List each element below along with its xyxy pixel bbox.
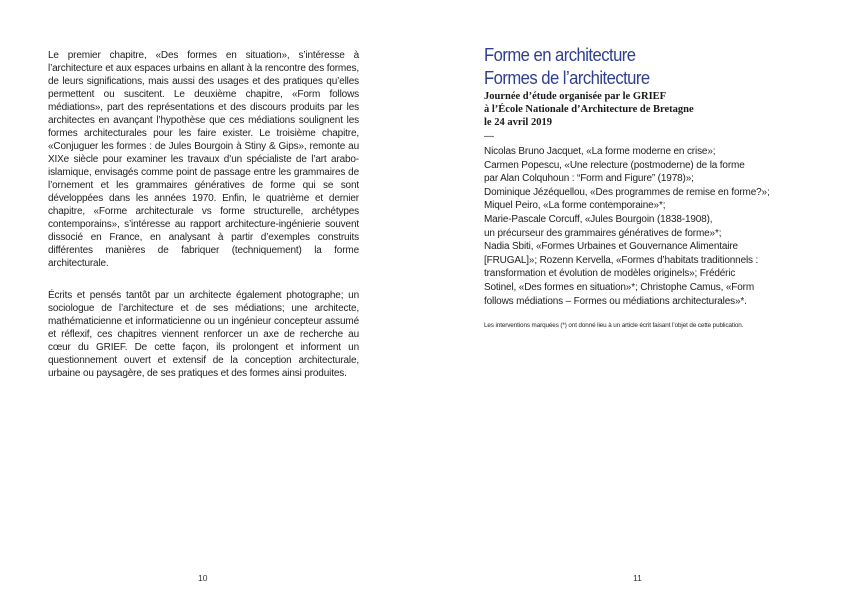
program-line: transformation et évolution de modèles originels»; Frédéric xyxy=(484,268,736,280)
subtitle-line-2: à l’École Nationale d’Architecture de Bretagne xyxy=(484,104,694,115)
left-page-body xyxy=(48,49,359,399)
event-subtitle xyxy=(484,90,784,129)
title-line-2: Formes de l’architecture xyxy=(484,67,650,88)
program-line: Carmen Popescu, «Une relecture (postmoderne) de la forme xyxy=(484,159,745,171)
program-line: follows médiations – Formes ou médiations architecturales»*. xyxy=(484,295,747,307)
page-number-left: 10 xyxy=(198,573,208,583)
subtitle-line-3: le 24 avril 2019 xyxy=(484,117,552,128)
program-line: un précurseur des grammaires génératives de forme»*; xyxy=(484,227,722,239)
authors-paragraph: Écrits et pensés tantôt par un architecte également photographe; un sociologue de l’architecture et de ses médiations; une architecte, mathématicienne et informaticienne ou un ingénieur concepteur assumé et réflexif, ces chapitres viennent renforcer un axe de recherche au cœur du GRIEF. De cette façon, ils prolongent et informent un questionnement ouvert et extensif de la conception architecturale, urbaine ou paysagère, de ses pratiques et des formes ainsi produites. xyxy=(48,290,359,379)
subtitle-line-1: Journée d’étude organisée par le GRIEF xyxy=(484,91,667,102)
program-line: [FRUGAL]»; Rozenn Kervella, «Formes d’habitats traditionnels : xyxy=(484,254,759,266)
separator-dash: — xyxy=(484,131,494,142)
program-line: Nicolas Bruno Jacquet, «La forme moderne en crise»; xyxy=(484,146,716,157)
program-line: par Alan Colquhoun : “Form and Figure” (1978)»; xyxy=(484,173,694,185)
title-line-1: Forme en architecture xyxy=(484,44,636,65)
program-line: Nadia Sbiti, «Formes Urbaines et Gouvernance Alimentaire xyxy=(484,241,738,253)
page-number-right: 11 xyxy=(633,573,642,583)
program-list xyxy=(484,145,784,308)
chapters-paragraph: Le premier chapitre, «Des formes en situation», s’intéresse à l’architecture et aux espaces urbains en allant à la rencontre des formes, de leurs significations, mais aussi des usages et des pratiques qu’elles permettent ou suscitent. Le deuxième chapitre, «Form follows médiations», part des représentations et des discours produits par les architectes en avançant l’hypothèse que ces médiations soulignent les formes architecturales pour les faire exister. Le troisième chapitre, «Conjuguer les formes : de Jules Bourgoin à Stiny & Gips», remonte au XIXe siècle pour examiner les travaux d’un spécialiste de l’art arabo-islamique, envisagés comme point de passage entre les grammaires de l’ornement et les grammaires génératives de forme qui se sont développées dans les années 1970. Enfin, le quatrième et dernier chapitre, «Forme architecturale vs forme structurelle, archétypes contemporains», s’intéresse au rapport architecture-ingénierie souvent dissocié en France, en analysant à partir d’exemples construits différentes manières de fabriquer (techniquement) la forme architecturale. xyxy=(48,50,359,269)
program-line: Sotinel, «Des formes en situation»*; Christophe Camus, «Form xyxy=(484,281,755,293)
program-line: Miquel Peiro, «La forme contemporaine»*; xyxy=(484,200,666,212)
page-title xyxy=(484,43,794,89)
program-line: Dominique Jézéquellou, «Des programmes de remise en forme?»; xyxy=(484,186,770,198)
footnote: Les interventions marquées (*) ont donné lieu à un article écrit faisant l’objet de cette publication. xyxy=(484,322,744,329)
program-line: Marie-Pascale Corcuff, «Jules Bourgoin (1838-1908), xyxy=(484,213,713,225)
